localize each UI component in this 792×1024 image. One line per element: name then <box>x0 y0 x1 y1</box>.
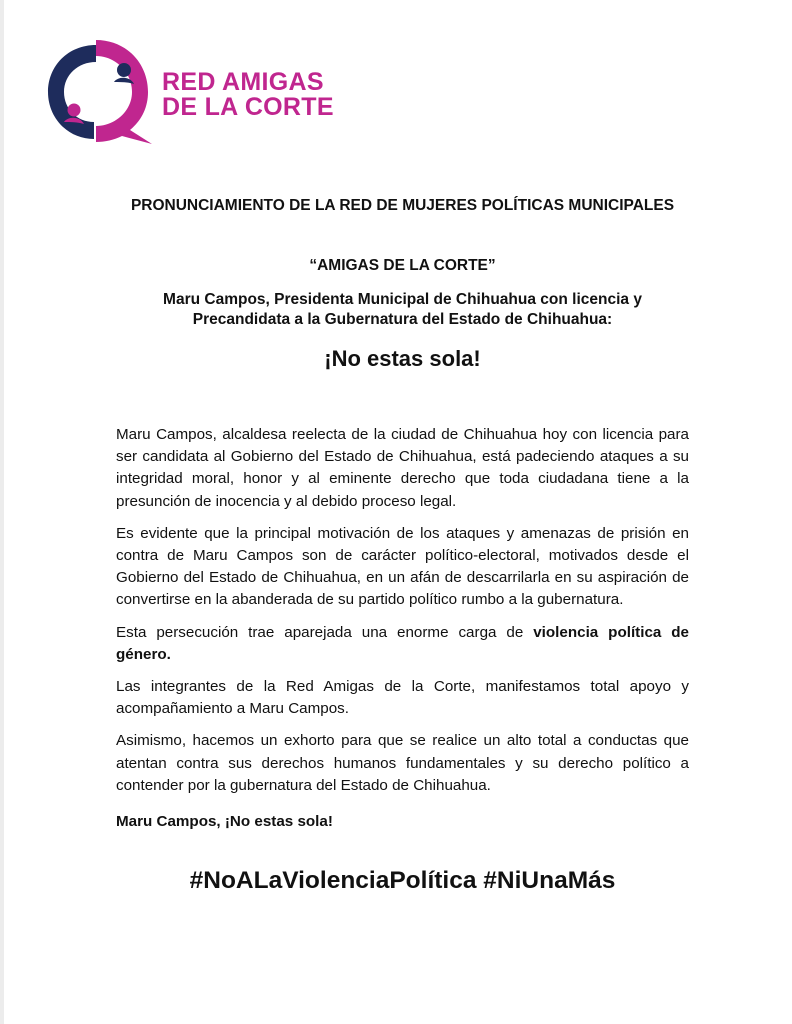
document-title: PRONUNCIAMIENTO DE LA RED DE MUJERES POLÍTICAS MUNICIPALES <box>130 197 675 214</box>
hashtags: #NoALaViolenciaPolítica #NiUnaMás <box>189 867 616 894</box>
paragraph-3-text: Esta persecución trae aparejada una enorme carga de <box>116 623 534 641</box>
paragraph-2: Es evidente que la principal motivación de los ataques y amenazas de prisión en contra de Maru Campos son de carácter político-electoral, motivados desde el Gobierno del Estado de Chihuahua, en un afán de descarrilarla en su aspiración de convertirse en la abanderada de su partido político rumbo a la gubernatura. <box>116 524 689 609</box>
logo-bubble-icon <box>44 40 156 146</box>
logo-line-2: DE LA CORTE <box>162 93 334 121</box>
logo-wordmark <box>162 70 334 120</box>
paragraph-1: Maru Campos, alcaldesa reelecta de la ciudad de Chihuahua hoy con licencia para ser candidata al Gobierno del Estado de Chihuahua, está padeciendo ataques a su integridad moral, honor y al eminente derecho que toda ciudadana tiene a la presunción de inocencia y al debido proceso legal. <box>116 426 689 510</box>
addressee: Maru Campos, Presidenta Municipal de Chihuahua con licencia y Precandidata a la Gubernatura del Estado de Chihuahua: <box>163 291 642 328</box>
paragraph-3-emphasis: violencia política de género. <box>116 623 689 663</box>
document-body <box>116 424 689 843</box>
paragraph-4: Las integrantes de la Red Amigas de la Corte, manifestamos total apoyo y acompañamiento a Maru Campos. <box>116 678 689 718</box>
page-edge <box>0 0 4 1024</box>
paragraph-3 <box>116 622 689 666</box>
logo-line-1: RED AMIGAS <box>162 68 324 96</box>
closing-line: Maru Campos, ¡No estas sola! <box>116 813 333 831</box>
document-subtitle: “AMIGAS DE LA CORTE” <box>309 257 496 274</box>
slogan: ¡No estas sola! <box>324 346 481 371</box>
paragraph-5: Asimismo, hacemos un exhorto para que se realice un alto total a conductas que atentan contra sus derechos humanos fundamentales y su derecho político a contender por la gubernatura del Estado de Chihuahua. <box>116 732 689 794</box>
logo <box>44 40 344 146</box>
